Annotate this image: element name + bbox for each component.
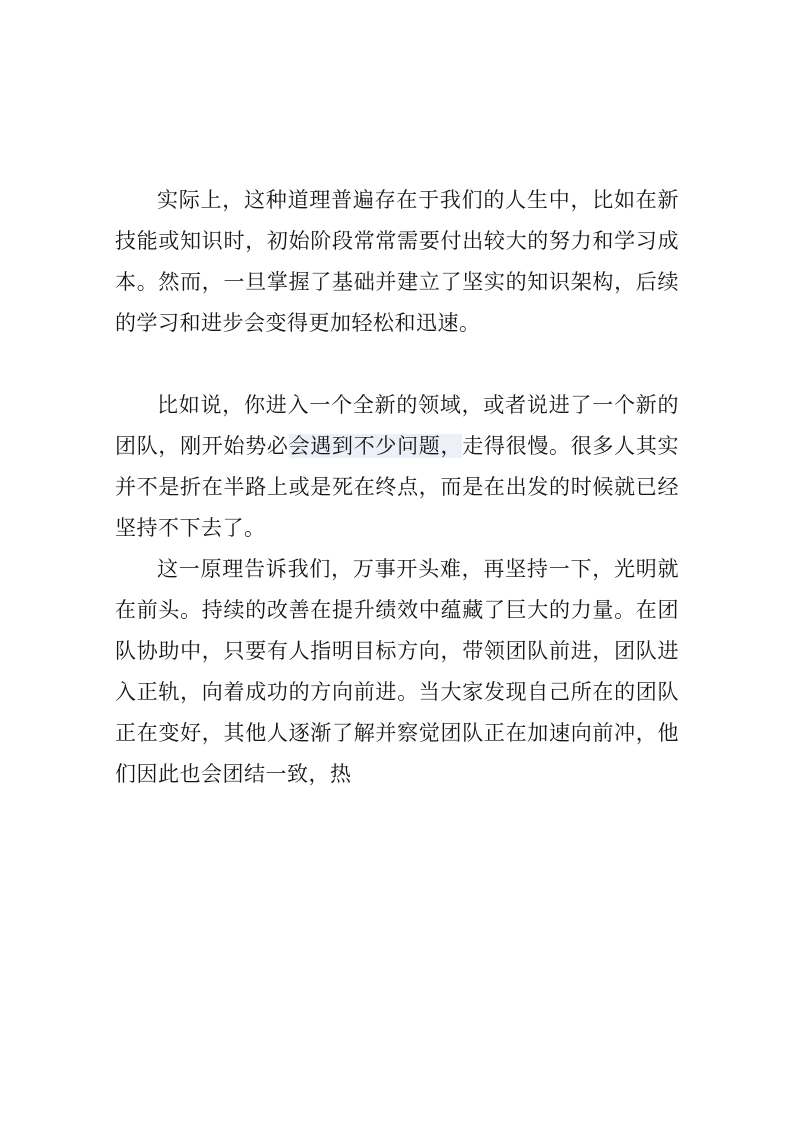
text-body — [115, 180, 679, 795]
paragraph-2-text-after-highlight: 走得很慢。很多人其实并不是折在半路上或是死在终点，而是在出发的时候就已经坚持不下去了。 — [115, 434, 680, 540]
paragraph-3 — [115, 549, 679, 795]
paragraph-1-text: 实际上，这种道理普遍存在于我们的人生中，比如在新技能或知识时，初始阶段常常需要付出较大的努力和学习成本。然而，一旦掌握了基础并建立了坚实的知识架构，后续的学习和进步会变得更加轻松和迅速。 — [115, 188, 679, 335]
paragraph-2 — [115, 385, 679, 549]
paragraph-3-text: 这一原理告诉我们，万事开头难，再坚持一下，光明就在前头。持续的改善在提升绩效中蕴藏了巨大的力量。在团队协助中，只要有人指明目标方向，带领团队前进，团队进入正轨，向着成功的方向前进。当大家发现自己所在的团队正在变好，其他人逐渐了解并察觉团队正在加速向前冲，他们因此也会团结一致，热 — [115, 557, 679, 786]
paragraph-1 — [115, 180, 679, 344]
paragraph-2-text-before-highlight: 比如说，你进入一个全新的领域，或者说进了一个新的团队，刚开始势必 — [115, 393, 679, 458]
highlighted-text: 会遇到不少问题， — [288, 434, 463, 458]
